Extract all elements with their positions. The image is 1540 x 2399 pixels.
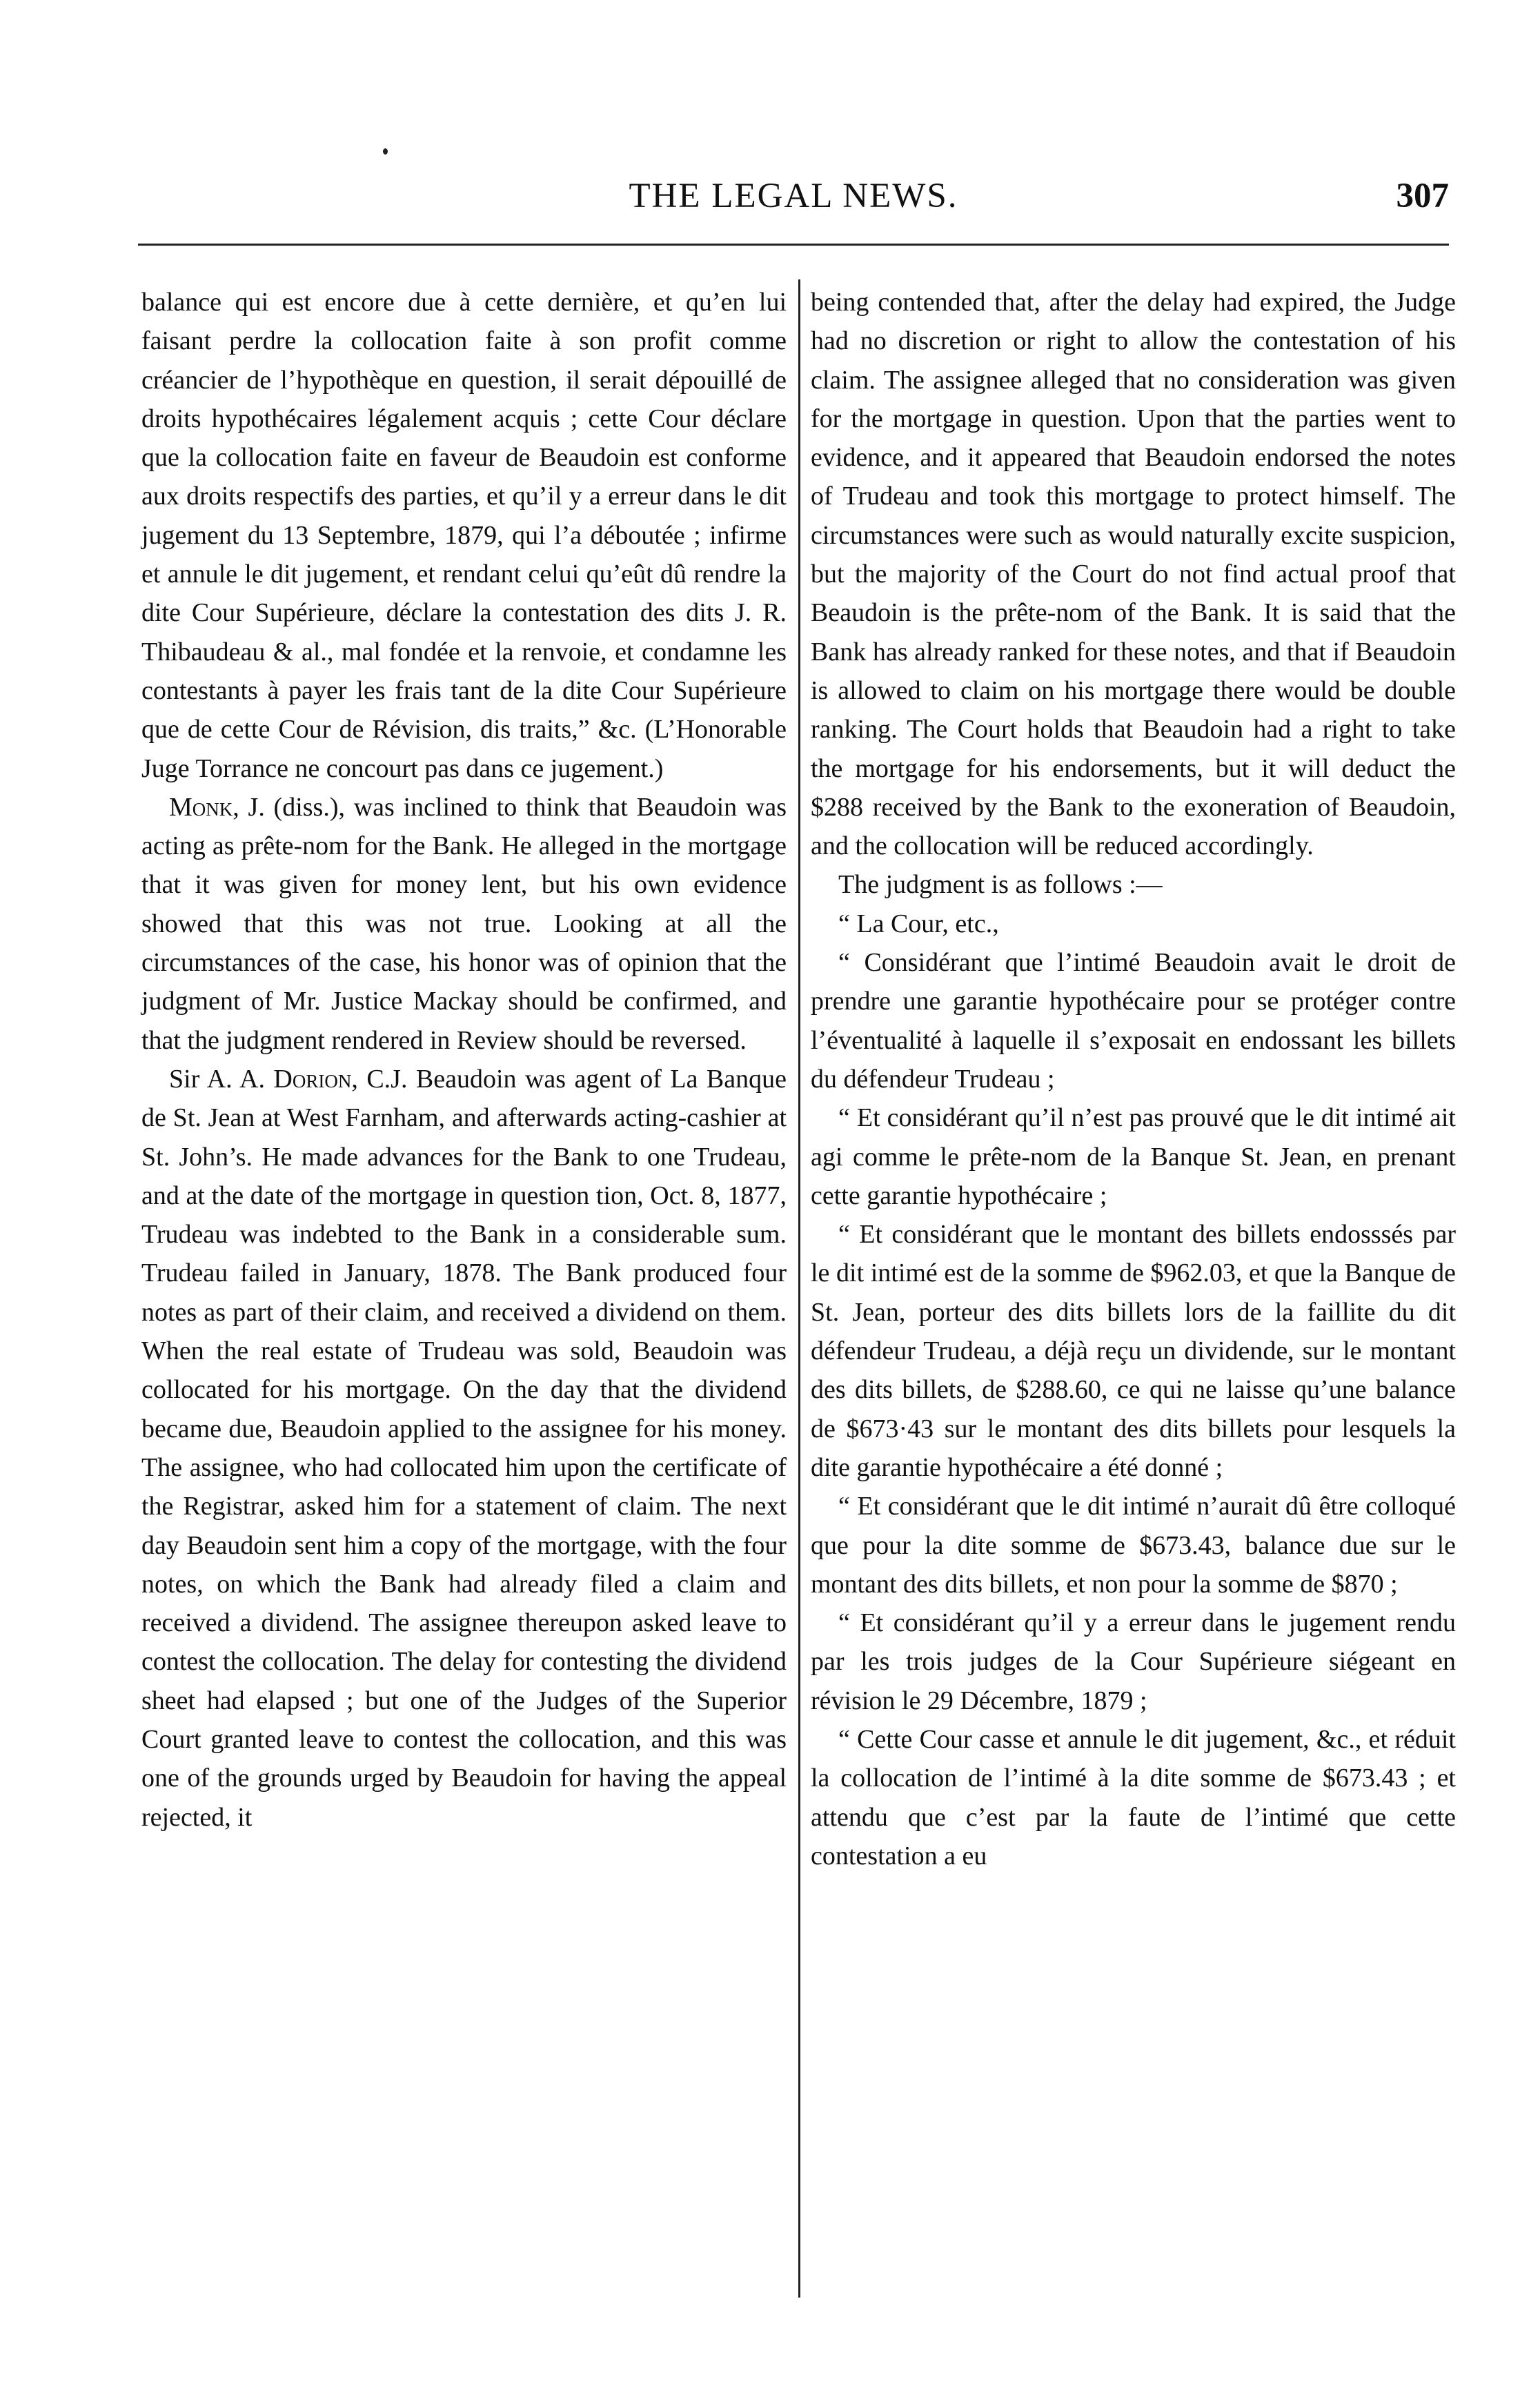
judge-name-dorion: Dorion [273, 1064, 352, 1094]
left-paragraph-2 [141, 788, 787, 1060]
left-paragraph-3 [141, 1060, 787, 1837]
right-paragraph-2: The judgment is as follows :— [838, 870, 1163, 900]
header-rule [138, 244, 1449, 246]
right-paragraph-7: “ Et considérant que le dit intimé n’aurait dû être colloqué que pour la dite somme de $673.43, balance due sur le montant des dits billets, et non pour la somme de $870 ; [811, 1492, 1456, 1599]
right-paragraph-3: “ La Cour, etc., [838, 909, 999, 938]
running-title: THE LEGAL NEWS. [629, 177, 958, 215]
left-paragraph-2-text: , J. (diss.), was inclined to think that Beaudoin was acting as prête-nom for the Bank. He alleged in the mortgage that it was given for money lent, but his own evidence showed that this was not true. Looking at all the circumstances of the case, his honor was of opinion that the judgment of Mr. Justice Mackay should be confirmed, and that the judgment rendered in Review should be reversed. [141, 792, 787, 1055]
column-divider [798, 279, 800, 2298]
ink-speck [383, 148, 388, 155]
left-paragraph-3-text: , C.J. Beaudoin was agent of La Banque de St. Jean at West Farnham, and afterwards acting-cashier at St. John’s. He made advances for the Bank to one Trudeau, and at the date of the mortgage in question tion, Oct. 8, 1877, Trudeau was indebted to the Bank in a considerable sum. Trudeau failed in January, 1878. The Bank produced four notes as part of their claim, and received a dividend on them. When the real estate of Trudeau was sold, Beaudoin was collocated for his mortgage. On the day that the dividend became due, Beaudoin applied to the assignee for his money. The assignee, who had collocated him upon the certificate of the Registrar, asked him for a statement of claim. The next day Beaudoin sent him a copy of the mortgage, with the four notes, on which the Bank had already filed a claim and received a dividend. The assignee thereupon asked leave to contest the collocation. The delay for contesting the dividend sheet had elapsed ; but one of the Judges of the Superior Court granted leave to contest the collocation, and this was one of the grounds urged by Beaudoin for having the appeal rejected, it [141, 1064, 787, 1832]
right-paragraph-1: being contended that, after the delay had expired, the Judge had no discretion or right to allow the contestation of his claim. The assignee alleged that no consideration was given for the mortgage in question. Upon that the parties went to evidence, and it appeared that Beaudoin endorsed the notes of Trudeau and took this mortgage to protect himself. The circumstances were such as would naturally excite suspicion, but the majority of the Court do not find actual proof that Beaudoin is the prête-nom of the Bank. It is said that the Bank has already ranked for these notes, and that if Beaudoin is allowed to claim on his mortgage there would be double ranking. The Court holds that Beaudoin had a right to take the mortgage for his endorsements, but it will deduct the $288 received by the Bank to the exoneration of Beaudoin, and the collocation will be reduced accordingly. [811, 288, 1456, 861]
page-number: 307 [1396, 177, 1449, 215]
left-paragraph-1: balance qui est encore due à cette dernière, et qu’en lui faisant perdre la collocation faite à son profit comme créancier de l’hypothèque en question, il serait dépouillé de droits hypothécaires légalement acquis ; cette Cour déclare que la collocation faite en faveur de Beaudoin est conforme aux droits respectifs des parties, et qu’il y a erreur dans le dit jugement du 13 Septembre, 1879, qui l’a déboutée ; infirme et annule le dit jugement, et rendant celui qu’eût dû rendre la dite Cour Supérieure, déclare la contestation des dits J. R. Thibaudeau & al., mal fondée et la renvoie, et condamne les contestants à payer les frais tant de la dite Cour Supérieure que de cette Cour de Révision, dis traits,” &c. (L’Honorable Juge Torrance ne concourt pas dans ce jugement.) [141, 288, 787, 783]
judge-name-monk: Monk [169, 792, 233, 822]
right-paragraph-4: “ Considérant que l’intimé Beaudoin avait le droit de prendre une garantie hypothécaire pour se protéger contre l’éventualité à laquelle il s’exposait en endossant les billets du défendeur Trudeau ; [811, 948, 1456, 1094]
left-paragraph-3-prefix: Sir A. A. [169, 1064, 274, 1094]
right-paragraph-6: “ Et considérant que le montant des billets endosssés par le dit intimé est de la somme de $962.03, et que la Banque de St. Jean, porteur des dits billets lors de la faillite du dit défendeur Trudeau, a déjà reçu un dividende, sur le montant des dits billets, de $288.60, ce qui ne laisse qu’une balance de $673·43 sur le montant des dits billets pour lesquels la dite garantie hypothécaire a été donné ; [811, 1220, 1456, 1482]
left-column [141, 283, 787, 1837]
right-column [811, 283, 1456, 1875]
right-paragraph-8: “ Et considérant qu’il y a erreur dans le jugement rendu par les trois judges de la Cour Supérieure siégeant en révision le 29 Décembre, 1879 ; [811, 1608, 1456, 1715]
right-paragraph-9: “ Cette Cour casse et annule le dit jugement, &c., et réduit la collocation de l’intimé à la dite somme de $673.43 ; et attendu que c’est par la faute de l’intimé que cette contestation a eu [811, 1724, 1456, 1870]
running-head [138, 176, 1449, 231]
right-paragraph-5: “ Et considérant qu’il n’est pas prouvé que le dit intimé ait agi comme le prête-nom de la Banque St. Jean, en prenant cette garantie hypothécaire ; [811, 1103, 1456, 1210]
